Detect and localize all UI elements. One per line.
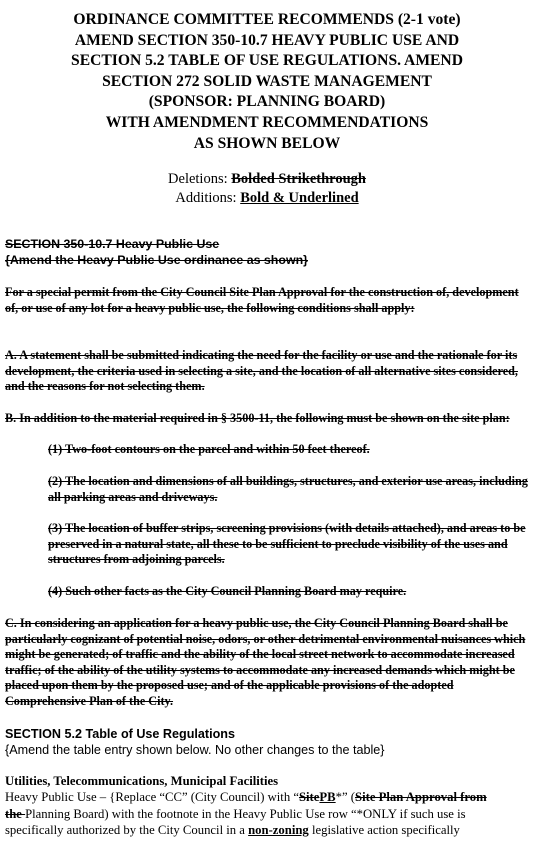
- text-run: Planning Board) with the footnote in the Heavy Public Use row “*ONLY if such use is: [25, 806, 466, 821]
- section-52-body: [5, 773, 531, 839]
- additions-label: Additions:: [175, 190, 241, 206]
- title-line: SECTION 5.2 TABLE OF USE REGULATIONS. AMEND: [71, 52, 463, 70]
- document-title: [0, 10, 534, 154]
- title-line: SECTION 272 SOLID WASTE MANAGEMENT: [102, 72, 432, 90]
- title-line: ORDINANCE COMMITTEE RECOMMENDS (2-1 vote): [73, 11, 461, 28]
- formatting-legend: [0, 170, 534, 208]
- additions-legend: [0, 189, 534, 208]
- text-run: Heavy Public Use – {Replace “CC” (City Council) with “: [5, 790, 299, 805]
- section-350-heading: SECTION 350-10.7 Heavy Public Use: [5, 237, 220, 251]
- body-line: [5, 822, 531, 838]
- title-line: AS SHOWN BELOW: [193, 134, 341, 152]
- list-item: (1) Two-foot contours on the parcel and within 50 feet thereof.: [48, 442, 370, 456]
- section-350-subheading: {Amend the Heavy Public Use ordinance as shown}: [5, 253, 308, 267]
- list-item: (4) Such other facts as the City Council Planning Board may require.: [48, 584, 407, 598]
- title-line: (SPONSOR: PLANNING BOARD): [148, 93, 386, 111]
- additions-sample: Bold & Underlined: [240, 190, 359, 206]
- title-line: WITH AMENDMENT RECOMMENDATIONS: [105, 113, 429, 131]
- text-run: legislative action specifically: [308, 823, 460, 838]
- paragraph-b: B. In addition to the material required in § 3500-11, the following must be shown on the site plan:: [5, 411, 510, 425]
- section-52-subheading: {Amend the table entry shown below. No other changes to the table}: [5, 743, 385, 757]
- list-item: (2) The location and dimensions of all buildings, structures, and exterior use areas, including all parking areas and driveways.: [48, 474, 528, 504]
- deleted-text: the: [5, 806, 26, 821]
- body-line: [5, 806, 531, 822]
- deletions-label: Deletions:: [168, 171, 232, 187]
- section-52-heading: SECTION 5.2 Table of Use Regulations: [5, 727, 235, 741]
- deleted-text: Site: [298, 790, 320, 805]
- deletions-sample: Bolded Strikethrough: [231, 171, 366, 187]
- added-text: non-zoning: [248, 823, 309, 838]
- body-line: [5, 789, 531, 805]
- added-text: PB: [319, 790, 336, 805]
- list-item: (3) The location of buffer strips, screening provisions (with details attached), and areas to be preserved in a natural state, all these to be sufficient to preclude visibility of the uses and structures from adjoining parcels.: [48, 521, 526, 567]
- title-line: AMEND SECTION 350-10.7 HEAVY PUBLIC USE AND: [74, 31, 460, 49]
- text-run: *” (: [335, 790, 356, 805]
- category-heading: Utilities, Telecommunications, Municipal Facilities: [5, 774, 279, 788]
- paragraph-a: A. A statement shall be submitted indicating the need for the facility or use and the rationale for its development, the criteria used in selecting a site, and the location of all alternative sites considered, and the reasons for not selecting them.: [5, 348, 518, 394]
- paragraph-c: C. In considering an application for a heavy public use, the City Council Planning Board shall be particularly cognizant of potential noise, odors, or other detrimental environmental nuisances which might be generated; of traffic and the ability of the local street network to accommodate increased traffic; of the ability of the utility systems to accommodate any increased demands which might be placed upon them by the proposed use; and of the applicable provisions of the adopted Comprehensive Plan of the City.: [5, 616, 526, 708]
- deletions-legend: [0, 170, 534, 189]
- text-run: specifically authorized by the City Council in a: [5, 823, 249, 838]
- deleted-text: Site Plan Approval from: [355, 790, 487, 805]
- section-350-intro: For a special permit from the City Council Site Plan Approval for the construction of, development of, or use of any lot for a heavy public use, the following conditions shall apply:: [5, 285, 519, 315]
